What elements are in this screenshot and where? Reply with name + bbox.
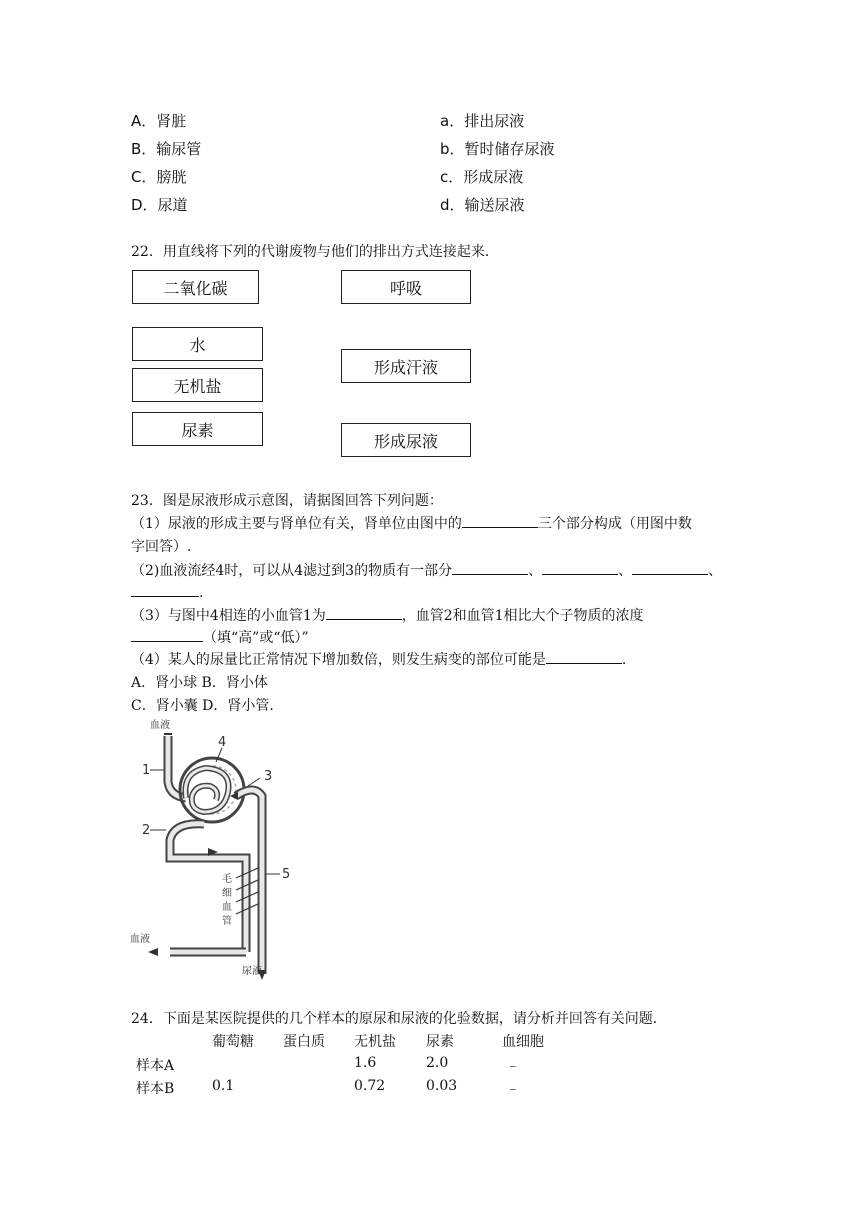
q23-option-ab: A．肾小球 B．肾小体 <box>131 675 268 691</box>
capillary-char-2: 细 <box>222 888 232 899</box>
q22-box-water[interactable]: 水 <box>132 327 263 361</box>
table-cell: 0.03 <box>426 1078 458 1094</box>
answer-blank-3b[interactable] <box>131 627 203 642</box>
period: . <box>621 652 627 668</box>
table-cell: 0.72 <box>354 1078 386 1094</box>
answer-blank-1[interactable] <box>462 513 538 528</box>
q21-left-item-d: D．尿道 <box>131 196 188 214</box>
q23-part3-text-c: （填“高”或“低）” <box>203 630 309 646</box>
answer-blank-2a[interactable] <box>452 560 528 575</box>
q21-right-item-a: a．排出尿液 <box>440 112 525 130</box>
table-row-b-name: 样本B <box>136 1081 175 1097</box>
q21-left-item-a: A．肾脏 <box>131 112 187 130</box>
separator: 、 <box>528 563 543 579</box>
table-header-blood-cells: 血细胞 <box>502 1034 544 1050</box>
efferent-vessel <box>170 824 246 952</box>
capillary-char-4: 管 <box>222 916 232 927</box>
q23-part3-text-b: ，血管2和血管1相比大个子物质的浓度 <box>401 608 644 624</box>
q22-box-urine[interactable]: 形成尿液 <box>341 423 471 457</box>
table-cell: 2.0 <box>426 1055 449 1071</box>
answer-blank-4[interactable] <box>546 649 622 664</box>
q22-box-inorganic-salt[interactable]: 无机盐 <box>132 368 263 402</box>
q23-part4-line <box>131 649 626 669</box>
q23-part2-cont <box>131 582 203 601</box>
q23-part3-line <box>131 605 644 625</box>
q21-right-item-d: d．输送尿液 <box>440 196 525 214</box>
label-1: 1 <box>142 763 151 778</box>
q23-option-cd: C．肾小囊 D．肾小管. <box>131 698 274 714</box>
q21-left-item-c: C．膀胱 <box>131 168 187 186</box>
capillary-char-3: 血 <box>222 902 232 913</box>
table-header-salt: 无机盐 <box>354 1034 396 1050</box>
q21-right-item-b: b．暂时储存尿液 <box>440 140 555 158</box>
q23-part1-text-b: 三个部分构成（用图中数 <box>537 516 692 532</box>
q21-left-item-b: B．输尿管 <box>131 140 202 158</box>
label-blood-out: 血液 <box>130 934 150 945</box>
label-urine: 尿液 <box>242 966 262 977</box>
separator: 、 <box>708 563 723 579</box>
q23-part1-cont: 字回答）. <box>131 539 192 555</box>
q23-part2-text: （2)血液流经4时，可以从4滤过到3的物质有一部分 <box>131 563 453 579</box>
label-blood-in: 血液 <box>150 720 170 731</box>
nephron-diagram <box>130 712 300 982</box>
answer-blank-2d[interactable] <box>131 582 199 597</box>
label-3: 3 <box>264 769 273 784</box>
q23-part3-text-a: （3）与图中4相连的小血管1为 <box>131 608 326 624</box>
q22-box-urea[interactable]: 尿素 <box>132 412 263 446</box>
q22-box-sweat[interactable]: 形成汗液 <box>341 349 471 383</box>
table-row-a-name: 样本A <box>136 1058 175 1074</box>
table-header-protein: 蛋白质 <box>283 1034 325 1050</box>
table-cell: 0.1 <box>212 1078 235 1094</box>
table-header-urea: 尿素 <box>426 1034 454 1050</box>
label-2: 2 <box>142 823 151 838</box>
label-5: 5 <box>282 867 291 882</box>
q23-part2-line <box>131 560 722 580</box>
q24-prompt: 24．下面是某医院提供的几个样本的原尿和尿液的化验数据，请分析并回答有关问题． <box>131 1011 667 1027</box>
q23-part1-line <box>131 513 692 533</box>
table-cell: ﹣ <box>506 1058 520 1074</box>
q22-prompt: 22．用直线将下列的代谢废物与他们的排出方式连接起来． <box>131 244 499 260</box>
q22-box-breathing[interactable]: 呼吸 <box>341 270 471 304</box>
q21-right-item-c: c．形成尿液 <box>440 168 524 186</box>
q23-prompt: 23．图是尿液形成示意图，请据图回答下列问题： <box>131 493 443 509</box>
table-cell: 1.6 <box>354 1055 377 1071</box>
label-4: 4 <box>218 735 227 750</box>
period: . <box>199 585 204 601</box>
q22-box-co2[interactable]: 二氧化碳 <box>132 270 259 304</box>
q23-part1-text-a: （1）尿液的形成主要与肾单位有关，肾单位由图中的 <box>131 516 462 532</box>
answer-blank-3a[interactable] <box>326 605 402 620</box>
q23-part3-cont <box>131 627 309 647</box>
arrow-blood-out <box>148 948 158 956</box>
table-cell: ﹣ <box>506 1081 520 1097</box>
answer-blank-2c[interactable] <box>632 560 708 575</box>
separator: 、 <box>618 563 633 579</box>
capillary-char-1: 毛 <box>222 874 232 885</box>
q23-part4-text: （4）某人的尿量比正常情况下增加数倍，则发生病变的部位可能是 <box>131 652 546 668</box>
answer-blank-2b[interactable] <box>542 560 618 575</box>
table-header-glucose: 葡萄糖 <box>212 1034 254 1050</box>
